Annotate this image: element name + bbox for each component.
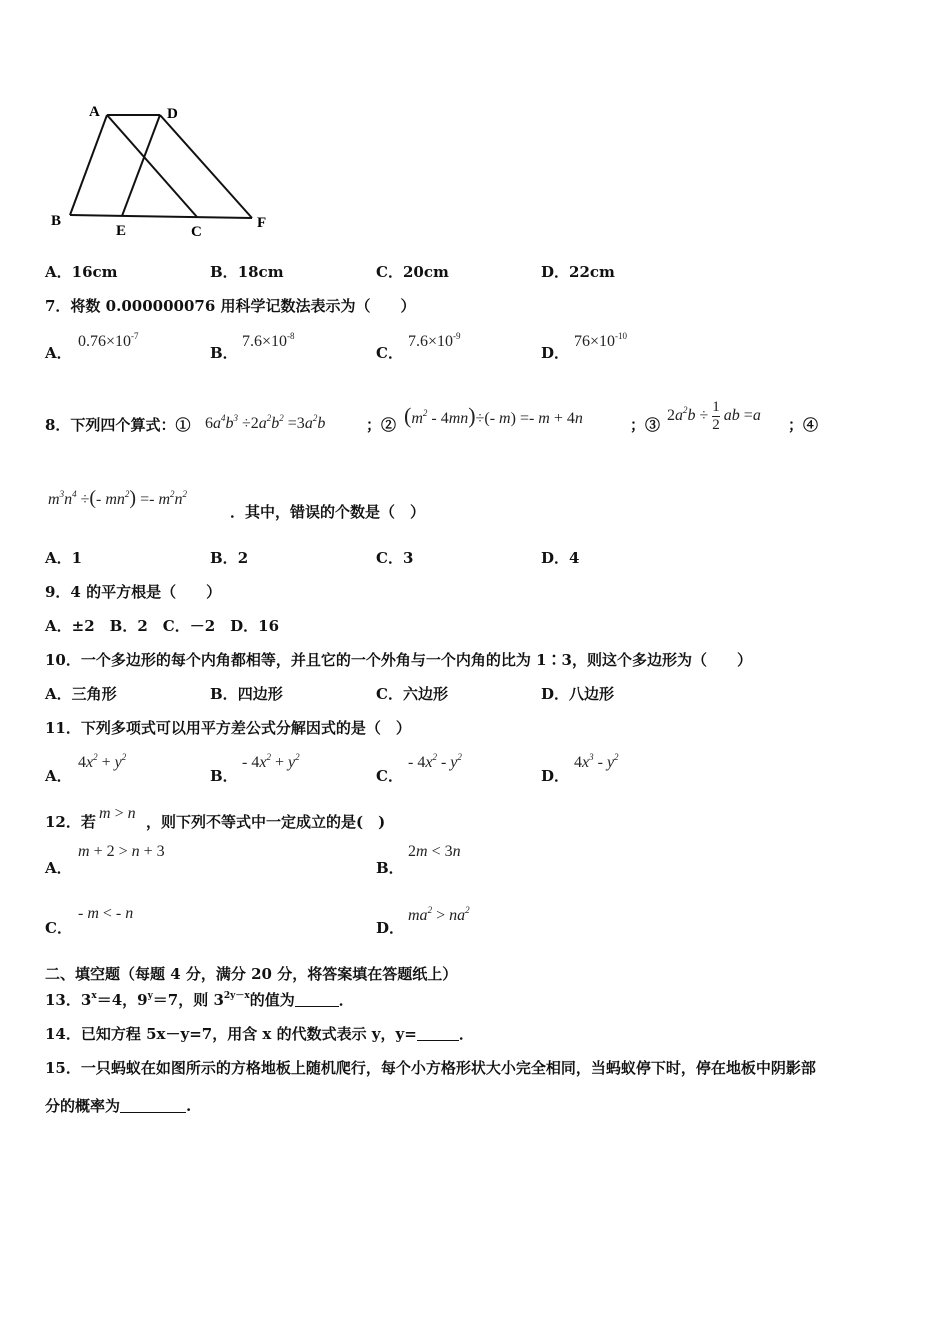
q11-option-c-letter: C． (376, 767, 403, 785)
q11-option-c-math: - $4x^2 - y^2$ (408, 752, 462, 771)
q8-expr-4: $m^3n^4$ ÷(- $mn^2) =- m^2n^2$ (48, 487, 187, 509)
q8-expr-2: $(m^2 - 4mn)\div(-$ m) =- m + 4n (404, 403, 583, 428)
q7-option-c-math: $7.6\times 10^{-9}$ (408, 331, 461, 350)
q12-option-d-math: $ma^2 > na^2$ (408, 905, 470, 924)
q10-option-b: B．四边形 (210, 685, 283, 703)
q15-line-1: 15．一只蚂蚁在如图所示的方格地板上随机爬行，每个小方格形状大小完全相同，当蚂蚁停下时，停在地板中阴影部 (45, 1059, 816, 1077)
q7-option-c-letter: C． (376, 344, 403, 362)
segment-df (160, 115, 252, 218)
q8-sep-4: ；④ (788, 416, 819, 434)
q12-option-b-math: 2m < 3n (408, 843, 461, 860)
q8-option-c: C．3 (376, 549, 414, 567)
q13: 13．$3^x=4$，$9^y=7$，则 $3^{2y-x}$的值为 ． (45, 991, 354, 1009)
q10-stem: 10．一个多边形的每个内角都相等，并且它的一个外角与一个内角的比为 1∶3，则这个多边形为（ ） (45, 651, 752, 669)
q8-sep-3: ；③ (630, 416, 661, 434)
q12-stem-prefix: 12．若 (45, 813, 96, 831)
q12-condition: m > n (99, 805, 136, 822)
q12-option-a-letter: A． (45, 859, 72, 877)
q7-option-d-letter: D． (541, 344, 570, 362)
section-2-title: 二、填空题（每题 4 分，满分 20 分，将答案填在答题纸上） (45, 965, 458, 983)
q12-option-c-math: - m < - n (78, 905, 134, 922)
q8-option-b: B．2 (210, 549, 249, 567)
q8-option-d: D．4 (541, 549, 580, 567)
q6-option-c: C．20cm (376, 263, 449, 281)
q11-stem: 11．下列多项式可以用平方差公式分解因式的是（ ） (45, 719, 411, 737)
q7-option-b-math: $7.6\times 10^{-8}$ (242, 331, 295, 350)
q12-stem-suffix: ，则下列不等式中一定成立的是( ) (146, 813, 386, 831)
label-c: C (191, 224, 202, 240)
q6-option-b: B．18cm (210, 263, 284, 281)
trapezoid-figure (45, 100, 285, 240)
segment-ab (70, 115, 107, 215)
q9-stem: 9．4 的平方根是（ ） (45, 583, 222, 601)
q10-option-d: D．八边形 (541, 685, 615, 703)
q11-option-d-math: $4x^3 - y^2$ (574, 752, 619, 771)
q12-option-d-letter: D． (376, 919, 405, 937)
label-e: E (116, 223, 127, 239)
q8-option-a: A．1 (45, 549, 83, 567)
q8-suffix: ．其中，错误的个数是（ ） (230, 503, 426, 521)
q13-answer-blank[interactable] (295, 992, 339, 1007)
q6-option-a: A．16cm (45, 263, 118, 281)
q9-options: A．±2 B．2 C．－2 D．16 (45, 617, 280, 635)
q14-answer-blank[interactable] (417, 1026, 459, 1041)
q8-prefix: 8．下列四个算式：① (45, 416, 191, 434)
q15-line-2: 分的概率为 . (45, 1097, 192, 1115)
segment-bf (70, 215, 252, 218)
q7-option-a-letter: A． (45, 344, 72, 362)
q8-sep-2: ；② (366, 416, 397, 434)
segment-ac (107, 115, 197, 217)
q14: 14．已知方程 5x－y=7，用含 x 的代数式表示 y，y= ． (45, 1025, 474, 1043)
q7-option-b-letter: B． (210, 344, 238, 362)
q12-option-b-letter: B． (376, 859, 404, 877)
q15-answer-blank[interactable] (120, 1098, 186, 1113)
q11-option-a-math: $4x^2 + y^2$ (78, 752, 127, 771)
label-d: D (167, 106, 178, 122)
q7-option-d-math: $76\times 10^{-10}$ (574, 331, 628, 350)
q11-option-d-letter: D． (541, 767, 570, 785)
q7-stem: 7．将数 0.000000076 用科学记数法表示为（ ） (45, 297, 416, 315)
q8-expr-3: $2a^2b$ ÷ $\frac{1}{2}$ ab =a (667, 399, 761, 433)
label-a: A (89, 104, 100, 120)
q8-expr-1: $6a^4b^3 \div 2a^2b^2 =3a^2b$ (205, 413, 326, 432)
q12-option-c-letter: C． (45, 919, 72, 937)
segment-de (122, 115, 160, 216)
q12-option-a-math: m + 2 > n + 3 (78, 843, 165, 860)
q11-option-a-letter: A． (45, 767, 72, 785)
q11-option-b-math: - $4x^2 + y^2$ (242, 752, 300, 771)
label-b: B (51, 213, 62, 229)
q11-option-b-letter: B． (210, 767, 238, 785)
q6-option-d: D．22cm (541, 263, 615, 281)
label-f: F (257, 215, 267, 231)
q10-option-c: C．六边形 (376, 685, 448, 703)
q10-option-a: A．三角形 (45, 685, 117, 703)
q7-option-a-math: $0.76\times 10^{-7}$ (78, 331, 139, 350)
